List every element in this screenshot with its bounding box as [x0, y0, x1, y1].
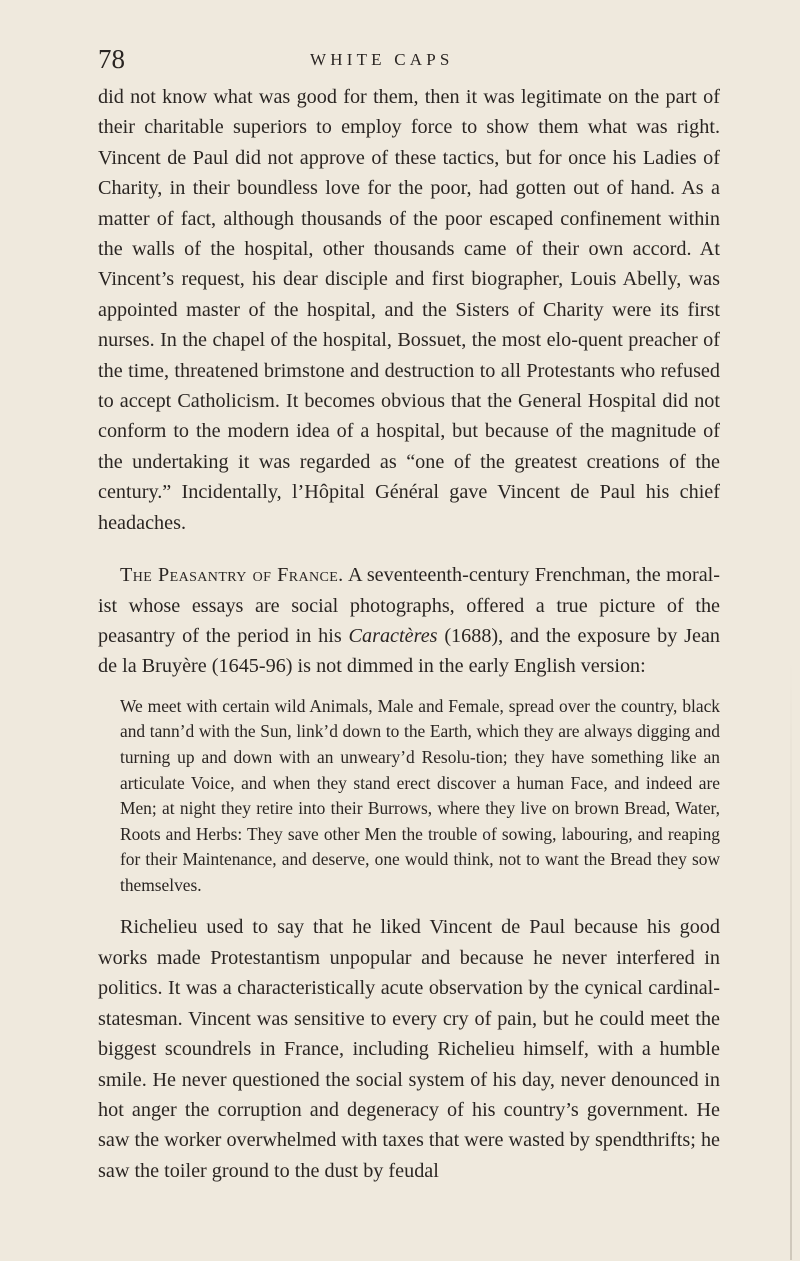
page-header — [98, 44, 718, 80]
book-title-caracteres: Caractères — [348, 624, 438, 647]
quote-la-bruyere: We meet with certain wild Animals, Male and Female, spread over the country, black and tann’d with the Sun, link’d down to the Earth, which they are always digging and turning up and down with an unweary’d Resolu-tion; they have something like an articulate Voice, and when they stand erect discover a human Face, and indeed are Men; at night they retire into their Burrows, where they live on brown Bread, Water, Roots and Herbs: They save other Men the trouble of sowing, labouring, and reaping for their Maintenance, and deserve, one would think, not to want the Bread they sow themselves. — [120, 695, 720, 895]
body-text — [98, 82, 720, 1186]
page-edge-shadow — [790, 660, 792, 1260]
peasantry-text-b: (1688), and the exposure by Jean de la Bruyère (1645-96) is not dimmed in the early English version: — [98, 624, 720, 678]
section-heading-peasantry: The Peasantry of France. — [120, 564, 344, 587]
block-quote — [98, 694, 720, 899]
running-head: WHITE CAPS — [310, 50, 454, 69]
paragraph-richelieu: Richelieu used to say that he liked Vincent de Paul because his good works made Protestantism unpopular and because he never interfered in politics. It was a characteristically acute observation by the cynical cardinal-statesman. Vincent was sensitive to every cry of pain, but he could meet the biggest scoundrels in France, including Richelieu himself, with a humble smile. He never questioned the social system of his day, never denounced in hot anger the corruption and degeneracy of his country’s government. He saw the worker overwhelmed with taxes that were wasted by spendthrifts; he saw the toiler ground to the dust by feudal — [98, 916, 720, 1182]
page-number: 78 — [98, 44, 125, 74]
peasantry-text-a: A seventeenth-century Frenchman, the moral-ist whose essays are social photographs, offered a true picture of the peasantry of the period in his — [98, 564, 720, 647]
paragraph-peasantry — [98, 560, 720, 682]
paragraph-hospital: did not know what was good for them, then it was legitimate on the part of their charitable superiors to employ force to show them what was right. Vincent de Paul did not approve of these tactics, but for once his Ladies of Charity, in their boundless love for the poor, had gotten out of hand. As a matter of fact, although thousands of the poor escaped confinement within the walls of the hospital, other thousands came of their own accord. At Vincent’s request, his dear disciple and first biographer, Louis Abelly, was appointed master of the hospital, and the Sisters of Charity were its first nurses. In the chapel of the hospital, Bossuet, the most elo-quent preacher of the time, threatened brimstone and destruction to all Protestants who refused to accept Catholicism. It becomes obvious that the General Hospital did not conform to the modern idea of a hospital, but because of the magnitude of the undertaking it was regarded as “one of the greatest creations of the century.” Incidentally, l’Hôpital Général gave Vincent de Paul his chief headaches. — [98, 86, 720, 534]
